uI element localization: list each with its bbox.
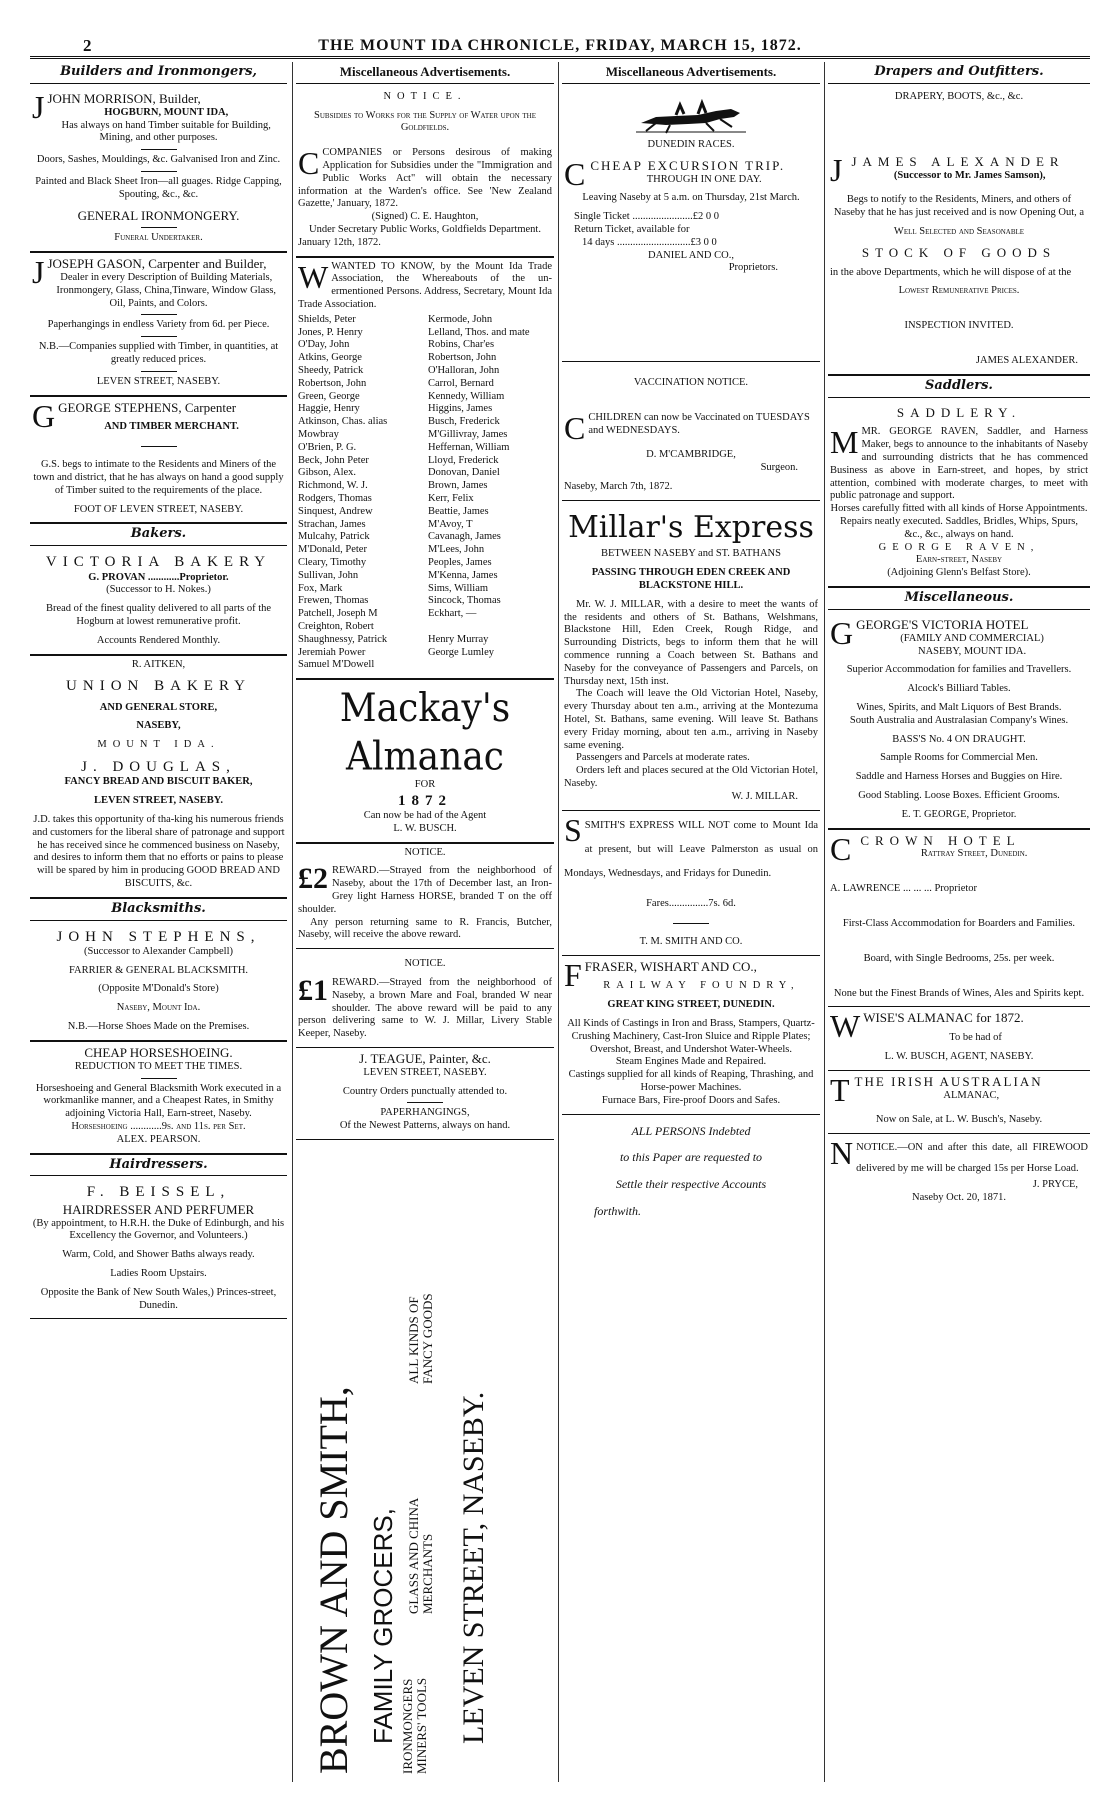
person-name: Lloyd, Frederick [428, 454, 499, 466]
ad-brown-and-smith: BROWN AND SMITH, FAMILY GROCERS, IRONMONGERS MINERS' TOOLS GLASS AND CHINA MERCHANTS ALL KINDS OF FANCY GOODS LEVEN STREET, NASEBY. [311, 1293, 490, 1774]
page-number: 2 [83, 36, 92, 55]
ad-james-alexander: DRAPERY, BOOTS, &c., &c. JJAMES ALEXANDER (Successor to Mr. James Samson), Begs to notify to the Residents, Miners, and others of Naseby that he has just received and is now Opening Out, a Well Selected and Seasonable STOCK OF GOODS in the above Departments, which he will dispose of at the Lowest Remunerative Prices. INSPECTION INVITED. JAMES ALEXANDER. [828, 88, 1090, 376]
person-name: Donovan, Daniel [428, 467, 500, 479]
person-name: Green, George [298, 390, 360, 402]
ad-union-bakery: R. AITKEN, UNION BAKERY AND GENERAL STORE, NASEBY, MOUNT IDA. J. DOUGLAS, FANCY BREAD AND BISCUIT BAKER, LEVEN STREET, NASEBY. J.D. takes this opportunity of tha-king his numerous friends and customers for the liberal share of patronage and support he has received since he commenced business on Naseby, and desires to inform them that no efforts or pains to please will be spared by him in producing GOOD BREAD AND BISCUITS, &c. [30, 656, 287, 899]
person-name: Rodgers, Thomas [298, 492, 372, 504]
person-name: Beck, John Peter [298, 454, 369, 466]
ad-vaccination-notice: VACCINATION NOTICE. CCHILDREN can now be Vaccinated on TUESDAYS and WEDNESDAYS. D. M'CAMBRIDGE, Surgeon. Naseby, March 7th, 1872. [562, 362, 820, 501]
ad-title: CROWN HOTEL [860, 832, 1021, 848]
persons-list-left [298, 314, 422, 672]
person-name: M'Avoy, T [428, 518, 473, 530]
person-name: Lelland, Thos. and mate [428, 326, 530, 338]
person-name: Jeremiah Power [298, 646, 366, 658]
person-name: Sims, William [428, 582, 489, 594]
column-rule [292, 62, 293, 1782]
newspaper-title: THE MOUNT IDA CHRONICLE, FRIDAY, MARCH 15, 1872. [318, 37, 802, 54]
ad-title: UNION BAKERY [66, 678, 251, 695]
masthead [30, 32, 1090, 59]
person-name: Cavanagh, James [428, 531, 501, 543]
ad-title: CHEAP EXCURSION TRIP. [590, 157, 786, 173]
section-heading-misc-ads: Miscellaneous Advertisements. [562, 62, 820, 84]
person-name: M'Gillivray, James [428, 428, 508, 440]
person-name: Jones, P. Henry [298, 326, 363, 338]
person-name: Peoples, James [428, 556, 492, 568]
person-name: Atkins, George [298, 352, 362, 364]
person-name: Fox, Mark [298, 582, 343, 594]
column-2 [296, 62, 554, 1792]
column-3 [562, 62, 820, 1792]
ad-fraser-wishart: FFRASER, WISHART AND CO., RAILWAY FOUNDRY, GREAT KING STREET, DUNEDIN. All Kinds of Castings in Iron and Brass, Stampers, Quartz-Crushing Machinery, Cast-Iron Sluice and Ripple Plates; Overshot, Breast, and Undershot Water-Wheels. Steam Engines Made and Repaired. Castings supplied for all kinds of Reaping, Thrashing, and Horse-power Machines. Furnace Bars, Fire-proof Doors and Safes. [562, 956, 820, 1115]
section-heading-drapers: Drapers and Outfitters. [828, 62, 1090, 84]
ad-joseph-gason: JJOSEPH GASON, Carpenter and Builder, Dealer in every Description of Building Materials, Ironmongery, Glass, China,Tinware, Window Glass, Oil, Paints, and Colors. Paperhangings in endless Variety from 6d. per Piece. N.B.—Companies supplied with Timber, in quantities, at greatly reduced prices. LEVEN STREET, NASEBY. [30, 253, 287, 396]
person-name: Kermode, John [428, 313, 493, 325]
ad-title: GEORGE STEPHENS, Carpenter [58, 399, 237, 415]
person-name: Sinquest, Andrew [298, 505, 373, 517]
ad-millars-express: Millar's Express BETWEEN NASEBY and ST. BATHANS PASSING THROUGH EDEN CREEK AND BLACKSTONE HILL. Mr. W. J. MILLAR, with a desire to meet the wants of the residents and others of St. Bathans, Welshmans, Blackstone Hill, Eden Creek, Rough Ridge, and Surrounding Districts, begs to inform them that he will commence running a Coach between St. Bathans and Naseby for the conveyance of Passengers and Parcels, on Thursday next, 15th inst. The Coach will leave the Old Victorian Hotel, Naseby, every Thursday about ten a.m., arriving at the Montezuma Hotel, St. Bathans, same evening. Will leave St. Bathans every Friday morning, about ten a.m., arriving in Naseby same evening. Passengers and Parcels at moderate rates. Orders left and places secured at the Old Victorian Hotel, Naseby. W. J. MILLAR. [562, 501, 820, 811]
ad-title: J. TEAGUE, Painter, &c. [359, 1050, 491, 1066]
person-name: Kerr, Felix [428, 492, 474, 504]
ad-title: THE IRISH AUSTRALIAN [854, 1073, 1043, 1089]
ad-title: SADDLERY. [896, 404, 1022, 420]
person-name: Strachan, James [298, 518, 366, 530]
persons-list [298, 314, 552, 672]
person-name: Creighton, Robert [298, 620, 374, 632]
ad-title: BROWN AND SMITH, [311, 1386, 356, 1774]
ad-title: GEORGE'S VICTORIA HOTEL [856, 616, 1029, 632]
person-name: Kennedy, William [428, 390, 505, 402]
column-4 [828, 62, 1090, 1792]
person-name: George Lumley [428, 646, 494, 658]
person-name: Gibson, Alex. [298, 467, 357, 479]
ad-george-stephens: GGEORGE STEPHENS, Carpenter AND TIMBER MERCHANT. G.S. begs to intimate to the Residents and Miners of the town and district, that he has always on hand a good supply of Timber suited to the requirements of the place. FOOT OF LEVEN STREET, NASEBY. [30, 397, 287, 525]
person-name: Beattie, James [428, 505, 489, 517]
ad-one-pound-reward: NOTICE. £1 REWARD.—Strayed from the neighborhood of Naseby, a brown Mare and Foal, branded W near shoulder. The above reward will be paid to any person delivering same to W. J. Millar, Livery Stable Keeper, Naseby. [296, 949, 554, 1048]
person-name: Mulcahy, Patrick [298, 531, 370, 543]
person-name: M'Kenna, James [428, 569, 498, 581]
ad-victoria-bakery: VICTORIA BAKERY G. PROVAN ............Proprietor. (Successor to H. Nokes.) Bread of the finest quality delivered to all parts of the Hogburn at lowest remunerative profit. Accounts Rendered Monthly. [30, 550, 287, 655]
ad-two-pound-reward: NOTICE. £2 REWARD.—Strayed from the neighborhood of Naseby, about the 17th of December last, an Iron-Grey light Harness HORSE, branded T on the off shoulder. Any person returning same to R. Francis, Butcher, Naseby, will receive the above reward. [296, 844, 554, 950]
ad-title: VICTORIA BAKERY [45, 554, 272, 571]
person-name: Eckhart, — [428, 608, 477, 620]
ad-crown-hotel: CCROWN HOTEL Rattray Street, Dunedin. A. LAWRENCE ... ... ... Proprietor First-Class Accommodation for Boarders and Families. Board, with Single Bedrooms, 25s. per week. None but the Finest Brands of Wines, Ales and Spirits kept. [828, 830, 1090, 1008]
person-name: O'Day, John [298, 339, 350, 351]
person-name: Samuel M'Dowell [298, 659, 375, 671]
person-name: Robertson, John [298, 377, 367, 389]
person-name: O'Brien, P. G. [298, 441, 357, 453]
person-name: Brown, James [428, 480, 488, 492]
section-heading-blacksmiths: Blacksmiths. [30, 899, 287, 921]
person-name: Busch, Frederick [428, 416, 500, 428]
ad-title: JOHN STEPHENS, [56, 928, 261, 945]
person-name: Carrol, Bernard [428, 377, 494, 389]
section-heading-builders: Builders and Ironmongers, [30, 62, 287, 84]
section-heading-bakers: Bakers. [30, 524, 287, 546]
ad-mackays-almanac: Mackay's Almanac FOR 1872 Can now be had of the Agent L. W. BUSCH. [296, 680, 554, 844]
section-heading-hairdressers: Hairdressers. [30, 1155, 287, 1177]
ad-cheap-horseshoeing: CHEAP HORSESHOEING. REDUCTION TO MEET THE TIMES. Horseshoeing and General Blacksmith Work executed in a workmanlike manner, and a Cheapest Rates, in Smithy adjoining Victoria Hall, Earn-street, Naseby. Horseshoeing ............9s. and 11s. per Set. ALEX. PEARSON. [30, 1042, 287, 1155]
ad-title: J. DOUGLAS, [81, 759, 236, 776]
racehorse-illustration-icon [636, 99, 746, 135]
ad-title: CHEAP HORSESHOEING. [84, 1044, 233, 1060]
section-heading-misc-ads: Miscellaneous Advertisements. [296, 62, 554, 84]
ad-all-persons-indebted: ALL PERSONS Indebted to this Paper are requested to Settle their respective Accounts forthwith. [594, 1123, 767, 1218]
person-name: Heffernan, William [428, 441, 510, 453]
column-rule [558, 62, 559, 1782]
person-name: Sincock, Thomas [428, 595, 501, 607]
ad-title: Millar's Express [568, 509, 814, 545]
ad-title: JOHN MORRISON, Builder, [47, 90, 201, 106]
ad-j-pryce: NNOTICE.—ON and after this date, all FIREWOOD delivered by me will be charged 15s per Horse Load. J. PRYCE, Naseby Oct. 20, 1871. [830, 1135, 1088, 1204]
ad-wises-almanac: WWISE'S ALMANAC for 1872. To be had of L. W. BUSCH, AGENT, NASEBY. [828, 1007, 1090, 1070]
person-name: Richmond, W. J. [298, 480, 368, 492]
section-heading-miscellaneous: Miscellaneous. [828, 588, 1090, 610]
person-name: Higgins, James [428, 403, 493, 415]
ad-john-morrison: JJOHN MORRISON, Builder, HOGBURN, MOUNT IDA, Has always on hand Timber suitable for Building, Mining, and other purposes. Doors, Sashes, Mouldings, &c. Galvanised Iron and Zinc. Painted and Black Sheet Iron—all guages. Ridge Capping, Spouting, &c., &c. GENERAL IRONMONGERY. Funeral Undertaker. [30, 88, 287, 253]
ad-f-beissel: F. BEISSEL, HAIRDRESSER AND PERFUMER (By appointment, to H.R.H. the Duke of Edinburgh, and his Excellency the Governor, and Volunteers.) Warm, Cold, and Shower Baths always ready. Ladies Room Upstairs. Opposite the Bank of New South Wales,) Princes-street, Dunedin. [30, 1180, 287, 1319]
section-heading-saddlers: Saddlers. [828, 376, 1090, 398]
person-name: Atkinson, Chas. alias Mowbray [298, 416, 388, 440]
person-name: Haggie, Henry [298, 403, 360, 415]
ad-george-raven: SADDLERY. MMR. GEORGE RAVEN, Saddler, and Harness Maker, begs to announce to the inhabitants of Naseby and surrounding districts that he has commenced Business as above in Earn-street, and hopes, by strict attention, combined with moderate charges, to meet with public patronage and support. Horses carefully fitted with all kinds of Horse Appointments. Repairs neatly executed. Saddles, Bridles, Whips, Spurs, &c., &c., always on hand. GEORGE RAVEN, Earn-street, Naseby (Adjoining Glenn's Belfast Store). [828, 402, 1090, 588]
ad-title: WISE'S ALMANAC for 1872. [863, 1010, 1024, 1026]
ad-notice-subsidies: NOTICE. Subsidies to Works for the Supply of Water upon the Goldfields. CCOMPANIES or Persons desirous of making Application for Subsidies under the "Immigration and Public Works Act" will obtain the necessary information at the Warden's office. See 'New Zealand Gazette,' January, 1872. (Signed) C. E. Haughton, Under Secretary Public Works, Goldfields Department. January 12th, 1872. [296, 88, 554, 258]
person-name: Shields, Peter [298, 313, 356, 325]
ad-title: JAMES ALEXANDER [851, 153, 1065, 169]
person-name: Sheedy, Patrick [298, 365, 364, 376]
ad-title: JOSEPH GASON, Carpenter and Builder, [47, 256, 267, 272]
person-name: Sullivan, John [298, 569, 359, 581]
ad-j-teague: J. TEAGUE, Painter, &c. LEVEN STREET, NASEBY. Country Orders punctually attended to. PAPERHANGINGS, Of the Newest Patterns, always on hand. [296, 1048, 554, 1140]
person-name: Frewen, Thomas [298, 595, 369, 607]
person-name: Patchell, Joseph M [298, 608, 378, 620]
ad-wanted-to-know: WWANTED TO KNOW, by the Mount Ida Trade Association, the Whereabouts of the un-ermentioned Persons. Address, Secretary, Mount Ida Trade Association. Shields, Peter Jones, P. Henry O'Day, John Atkins, George Sheedy, Patrick Robertson, John Green, George Haggie, Henry Atkinson, Chas. alias Mowbray O'Brien, P. G. Beck, John Peter Gibson, Alex. Richmond, W. J. Rodgers, Thomas Sinquest, Andrew Strachan, James Mulcahy, Patrick M'Donald, Peter Cleary, Timothy Sullivan, John Fox, Mark Frewen, Thomas Patchell, Joseph M Creighton, Robert Shaughnessy, Patrick Jeremiah Power Samuel M'Dowell Kermode, John Lelland, Thos. and mate Robins, Char'es Robertson, John O'Halloran, John Carrol, Bernard Kennedy, William Higgins, James Busch, Frederick M'Gillivray, James Heffernan, William Lloyd, Frederick Donovan, Daniel Brown, James Kerr, Felix Beattie, James M'Avoy, T Cavanagh, James M'Lees, John Peoples, James M'Kenna, James Sims, William Sincock, Thomas Eckhart, — Henry Murray George Lumley [296, 258, 554, 681]
ad-smiths-express: SSMITH'S EXPRESS WILL NOT come to Mount Ida at present, but will Leave Palmerston as usual on Mondays, Wednesdays, and Fridays for Dunedin. Fares...............7s. 6d. T. M. SMITH AND CO. [562, 811, 820, 956]
ad-title: F. BEISSEL, [86, 1184, 231, 1201]
person-name: Shaughnessy, Patrick [298, 633, 388, 645]
column-rule [824, 62, 825, 1782]
person-name: Robertson, John [428, 352, 497, 364]
person-name: Robins, Char'es [428, 339, 495, 351]
person-name: O'Halloran, John [428, 365, 500, 376]
person-name [428, 621, 552, 634]
column-1 [30, 62, 287, 1792]
persons-list-right [428, 314, 552, 672]
person-name: M'Donald, Peter [298, 544, 367, 556]
ad-dunedin-races: DUNEDIN RACES. CCHEAP EXCURSION TRIP. THROUGH IN ONE DAY. Leaving Naseby at 5 a.m. on Thursday, 21st March. Single Ticket .......................£2 0 0 Return Ticket, available for 14 days ............................£3 0 0 DANIEL AND CO., Proprietors. [562, 88, 820, 362]
ad-title: FRASER, WISHART AND CO., [584, 958, 757, 974]
person-name: Henry Murray [428, 633, 489, 645]
ad-irish-australian: TTHE IRISH AUSTRALIAN ALMANAC, Now on Sale, at L. W. Busch's, Naseby. [828, 1071, 1090, 1134]
person-name: M'Lees, John [428, 544, 485, 556]
ad-georges-victoria-hotel: GGEORGE'S VICTORIA HOTEL (FAMILY AND COMMERCIAL) NASEBY, MOUNT IDA. Superior Accommodation for families and Travellers. Alcock's Billiard Tables. Wines, Spirits, and Malt Liquors of Best Brands. South Australia and Australasian Company's Wines. BASS'S No. 4 ON DRAUGHT. Sample Rooms for Commercial Men. Saddle and Harness Horses and Buggies on Hire. Good Stabling. Loose Boxes. Efficient Grooms. E. T. GEORGE, Proprietor. [828, 614, 1090, 830]
ad-title: Mackay's Almanac [339, 685, 511, 780]
person-name: Cleary, Timothy [298, 556, 367, 568]
ad-john-stephens: JOHN STEPHENS, (Successor to Alexander Campbell) FARRIER & GENERAL BLACKSMITH. (Opposite M'Donald's Store) Naseby, Mount Ida. N.B.—Horse Shoes Made on the Premises. [30, 925, 287, 1042]
